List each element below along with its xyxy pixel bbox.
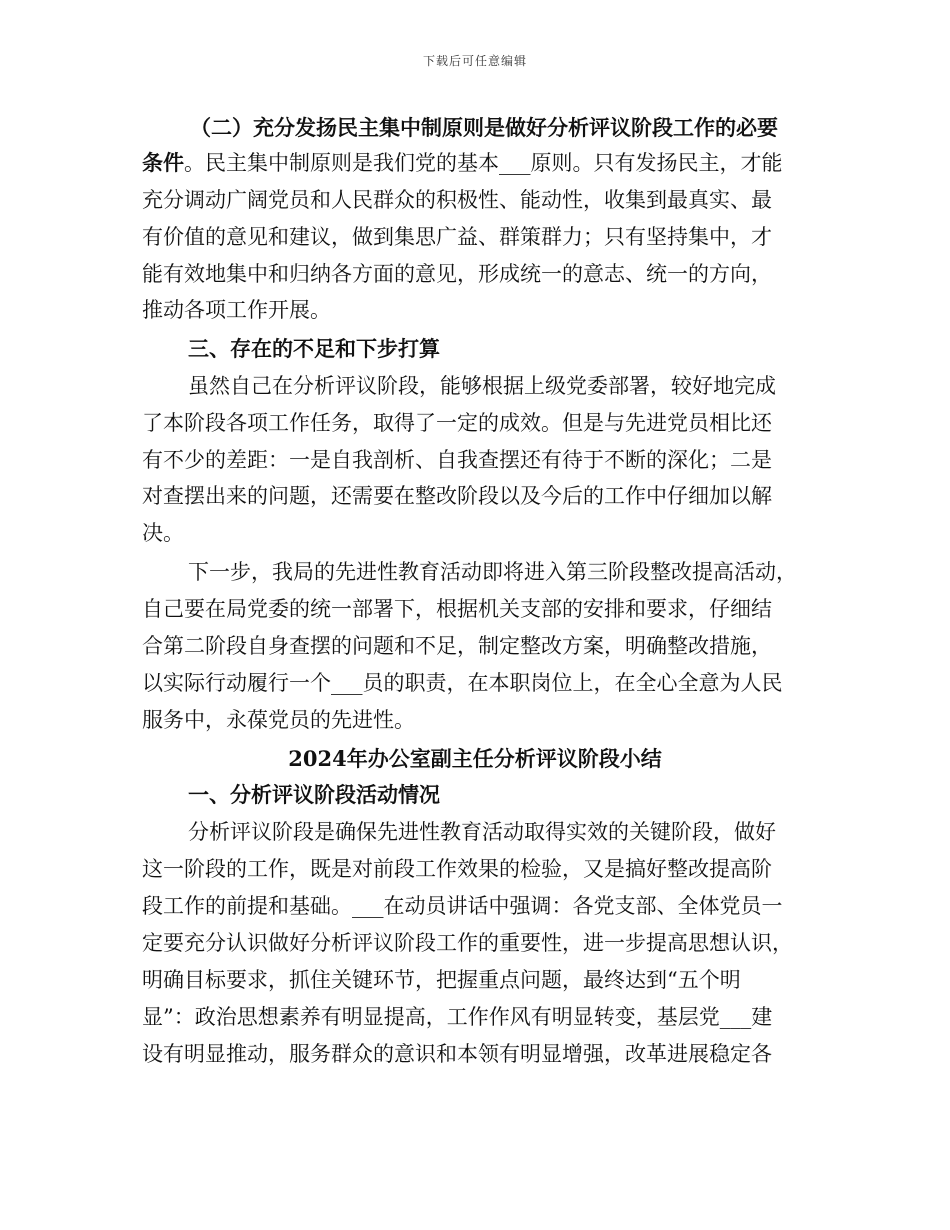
section3-p2-line: 下一步，我局的先进性教育活动即将进入第三阶段整改提高活动， bbox=[188, 560, 797, 584]
doc2-p1-line: 明确目标要求，抓住关键环节，把握重点问题，最终达到“五个明 bbox=[142, 968, 741, 992]
section3-p1-line: 虽然自己在分析评议阶段，能够根据上级党委部署，较好地完成 bbox=[188, 374, 776, 398]
section2-line2: 充分调动广阔党员和人民群众的积极性、能动性，收集到最真实、最 bbox=[142, 188, 772, 212]
section2-heading-end: 条件 bbox=[142, 150, 184, 175]
section3-p2-line: 以实际行动履行一个___员的职责，在本职岗位上，在全心全意为人民 bbox=[142, 671, 783, 695]
doc2-p1-line: 这一阶段的工作，既是对前段工作效果的检验，又是搞好整改提高阶 bbox=[142, 857, 772, 881]
section2-line4: 能有效地集中和归纳各方面的意见，形成统一的意志、统一的方向， bbox=[142, 262, 772, 286]
doc2-p1-line: 定要充分认识做好分析评议阶段工作的重要性，进一步提高思想认识， bbox=[142, 931, 793, 955]
doc2-p1-line: 段工作的前提和基础。___在动员讲话中强调：各党支部、全体党员一 bbox=[142, 894, 783, 918]
page-header: 下载后可任意编辑 bbox=[422, 54, 527, 68]
section3-p2-line: 自己要在局党委的统一部署下，根据机关支部的安排和要求，仔细结 bbox=[142, 597, 772, 621]
section2-line1 bbox=[142, 148, 783, 178]
section3-heading: 三、存在的不足和下步打算 bbox=[188, 336, 440, 361]
section3-p1-line: 有不少的差距：一是自我剖析、自我查摆还有待于不断的深化；二是 bbox=[142, 448, 772, 472]
section3-p1-line: 了本阶段各项工作任务，取得了一定的成效。但是与先进党员相比还 bbox=[142, 411, 772, 435]
section2-line1-text: 。民主集中制原则是我们党的基本___原则。只有发扬民主，才能 bbox=[184, 151, 783, 175]
section2-line3: 有价值的意见和建议，做到集思广益、群策群力；只有坚持集中，才 bbox=[142, 225, 772, 249]
doc2-p1-line: 设有明显推动，服务群众的意识和本领有明显增强，改革进展稳定各 bbox=[142, 1042, 772, 1066]
section3-p1-line: 对查摆出来的问题，还需要在整改阶段以及今后的工作中仔细加以解 bbox=[142, 484, 772, 508]
section3-p2-line: 合第二阶段自身查摆的问题和不足，制定整改方案，明确整改措施， bbox=[142, 634, 772, 658]
section2-line5: 推动各项工作开展。 bbox=[142, 298, 331, 322]
document-title: 2024年办公室副主任分析评议阶段小结 bbox=[288, 746, 662, 771]
section3-p2-line: 服务中，永葆党员的先进性。 bbox=[142, 708, 415, 732]
section3-p1-line: 决。 bbox=[142, 521, 184, 545]
doc2-p1-line: 显”：政治思想素养有明显提高，工作作风有明显转变，基层党___建 bbox=[142, 1005, 773, 1029]
doc2-heading1: 一、分析评议阶段活动情况 bbox=[188, 782, 440, 807]
section2-heading: （二）充分发扬民主集中制原则是做好分析评议阶段工作的必要 bbox=[190, 115, 778, 140]
doc2-p1-line: 分析评议阶段是确保先进性教育活动取得实效的关键阶段，做好 bbox=[188, 820, 776, 844]
